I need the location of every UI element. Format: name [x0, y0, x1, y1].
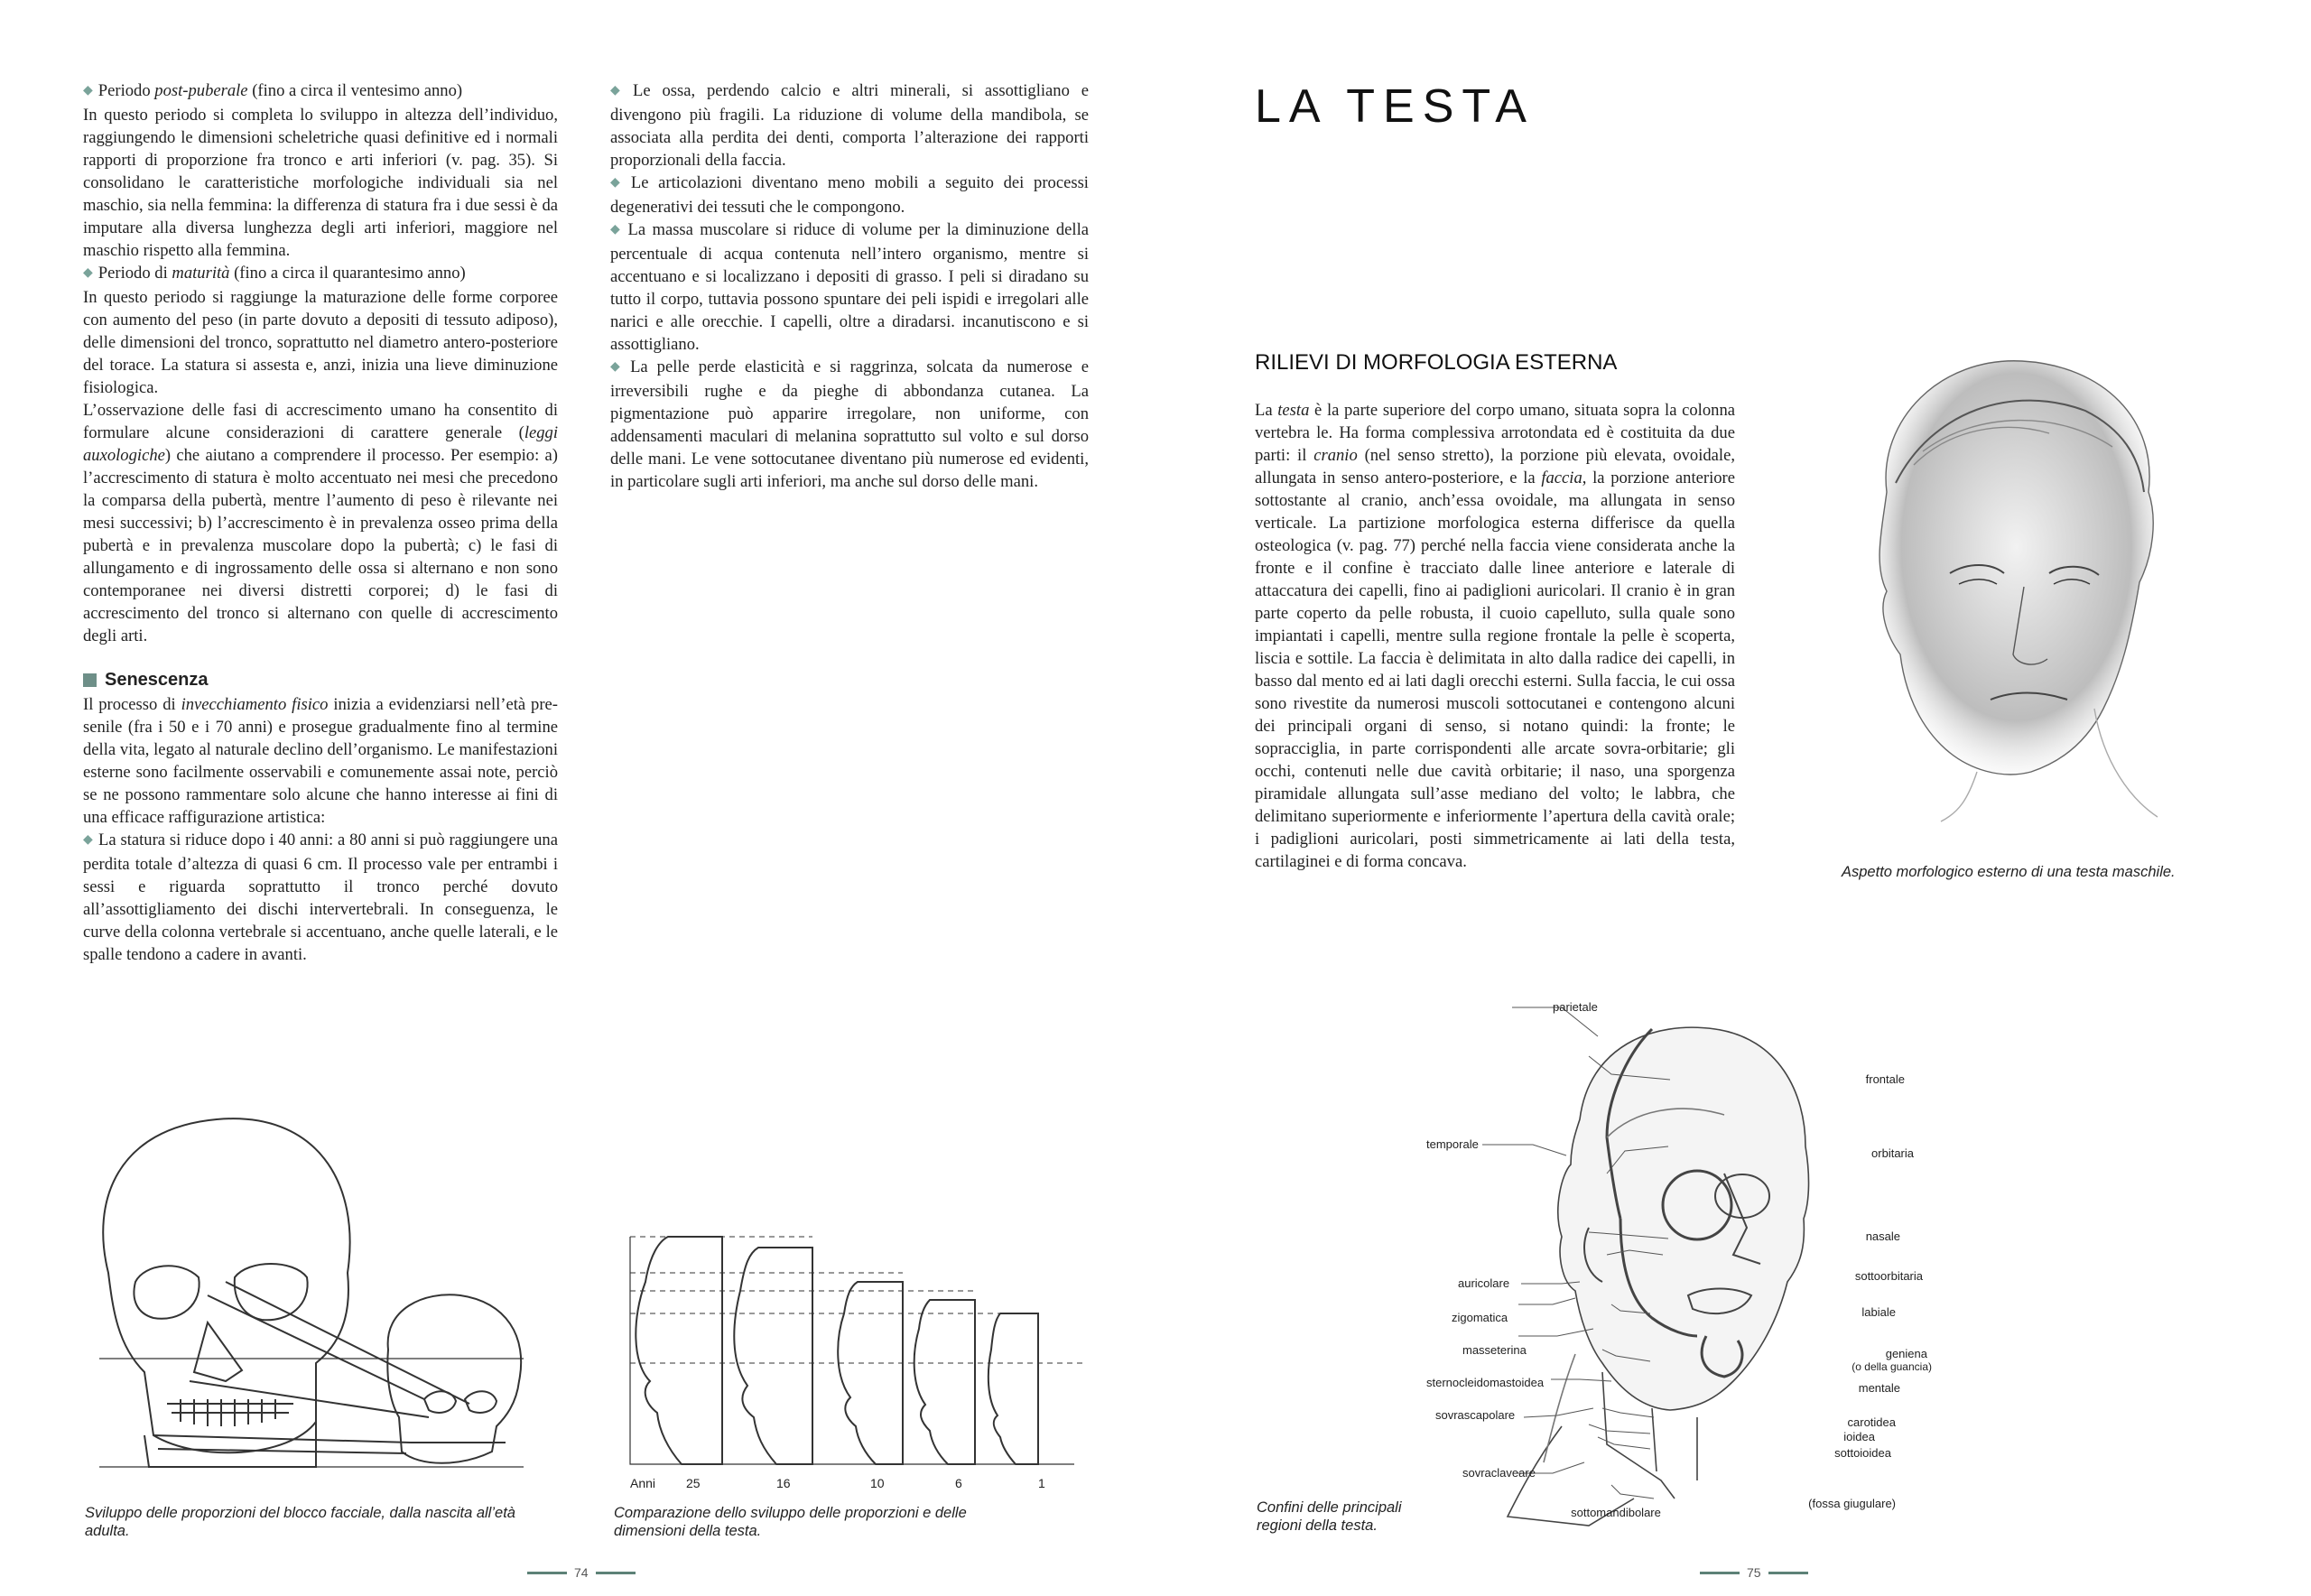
label-sternocleidomastoidea: sternocleidomastoidea: [1426, 1376, 1545, 1389]
bullet-massa-muscolare: ◆ La massa muscolare si riduce di volume per la diminuzione della percentuale di acqua contenuta nell’intero organismo, mentre si accentuano e si localizzano i depositi di grasso. I peli si diradano su tutto il corpo, tuttavia possono spuntare dei peli ispidi e irregolari alle narici e alle orecchie. I capelli, oltre a diradarsi. incanutiscono e si assottigliano.: [610, 220, 1089, 354]
label-ioidea: ioidea: [1843, 1430, 1875, 1443]
label-sottomandibolare: sottomandibolare: [1571, 1506, 1661, 1519]
bullet-articolazioni: ◆ Le articolazioni diventano meno mobili a seguito dei processi degenerativi dei tessuti che le compongono.: [610, 173, 1089, 217]
paragraph: Il processo di invecchiamento fisico inizia a evidenziarsi nell’età pre-senile (fra i 50 e i 70 anni) e prosegue gradualmente fino al termine della vita, legato al naturale declino dell’organismo. Le manifestazioni esterne sono facilmente osservabili e comunemente assai note, perciò se ne possono rammentare solo alcune che hanno interesse ai fini di una efficace raffigurazione artistica:: [83, 695, 558, 827]
page-number-rule: [596, 1572, 636, 1574]
page-title: LA TESTA: [1255, 80, 1535, 133]
label-sottoorbitaria: sottoorbitaria: [1854, 1269, 1923, 1283]
label-labiale: labiale: [1861, 1305, 1896, 1319]
section-square-icon: [83, 673, 97, 687]
axis-label-anni: Anni: [630, 1476, 656, 1490]
head-regions-figure: [1426, 993, 1932, 1535]
bullet-dot-icon: ◆: [610, 84, 627, 97]
bullet-statura: ◆ La statura si riduce dopo i 40 anni: a 80 anni si può raggiungere una perdita totale d’altezza di quasi 6 cm. Il processo vale per entrambi i sessi e riguarda soprattutto il tronco perché dovuto all’assottigliamento dei dischi intervertebrali. In conseguenza, le curve della colonna vertebrale si accentuano, anche quelle laterali, e le spalle tendono a cadere in avanti.: [83, 830, 558, 964]
page-number-rule: [1768, 1572, 1808, 1574]
caption-regions: Confini delle principali regioni della testa.: [1257, 1499, 1402, 1534]
label-mentale: mentale: [1858, 1381, 1900, 1395]
page-number-rule: [527, 1572, 567, 1574]
label-parietale: parietale: [1553, 1000, 1598, 1014]
axis-tick: 25: [686, 1476, 701, 1490]
male-head-portrait: [1833, 348, 2212, 826]
caption-portrait: Aspetto morfologico esterno di una testa maschile.: [1842, 864, 2176, 880]
label-carotidea: carotidea: [1847, 1415, 1896, 1429]
bullet-dot-icon: ◆: [83, 266, 93, 280]
section-subtitle: RILIEVI DI MORFOLOGIA ESTERNA: [1255, 350, 1618, 375]
label-masseterina: masseterina: [1462, 1343, 1527, 1357]
label-frontale: frontale: [1865, 1072, 1905, 1086]
label-nasale: nasale: [1865, 1229, 1900, 1243]
label-sottoioidea: sottoioidea: [1834, 1446, 1891, 1460]
left-column-1: [83, 79, 558, 966]
bullet-post-puberale: ◆ Periodo post-puberale (fino a circa il ventesimo anno): [83, 81, 463, 100]
bullet-dot-icon: ◆: [610, 223, 623, 237]
caption-profiles: Comparazione dello sviluppo delle proporzioni e delle dimensioni della testa.: [614, 1505, 967, 1539]
bullet-dot-icon: ◆: [83, 833, 93, 847]
axis-tick: 16: [776, 1476, 791, 1490]
bullet-ossa: ◆ Le ossa, perdendo calcio e altri minerali, si assottigliano e divengono più fragili. La riduzione di volume della mandibola, se associata alla perdita dei denti, comporta l’alterazione dei rapporti proporzionali della faccia.: [610, 81, 1089, 170]
label-geniena-2: (o della guancia): [1852, 1360, 1932, 1373]
page-number-left: 74: [527, 1565, 636, 1580]
paragraph: In questo periodo si raggiunge la maturazione delle forme corporee con aumento del peso (in parte dovuto a depositi di tessuto adiposo), delle dimensioni del tronco, soprattutto nel diametro antero-posteriore del torace. La statura si assesta e, anzi, inizia una lieve diminuzione fisiologica.: [83, 288, 558, 397]
left-column-2: [610, 79, 1089, 493]
label-orbitaria: orbitaria: [1871, 1146, 1914, 1160]
skull-proportions-figure: [81, 1110, 533, 1480]
paragraph: In questo periodo si completa lo sviluppo in altezza dell’individuo, raggiungendo le dimensioni scheletriche quasi definitive ed i normali rapporti di proporzione fra tronco e arti inferiori (v. pag. 35). Si consolidano le caratteristiche morfologiche individuali sia nel maschio, sia nella femmina: la differenza di statura fra i due sessi è da imputare alla diversa lunghezza degli arti inferiori, maggiore nel maschio rispetto alla femmina.: [83, 106, 558, 260]
section-heading-senescenza: Senescenza: [83, 669, 558, 691]
label-geniena: geniena: [1885, 1347, 1927, 1360]
bullet-dot-icon: ◆: [610, 176, 626, 190]
label-sovraclaveare: sovraclaveare: [1462, 1466, 1536, 1480]
label-auricolare: auricolare: [1458, 1276, 1510, 1290]
axis-tick: 1: [1038, 1476, 1045, 1490]
label-sovrascapolare: sovrascapolare: [1435, 1408, 1516, 1422]
label-fossa-giugulare: (fossa giugulare): [1808, 1497, 1896, 1510]
bullet-maturita: ◆ Periodo di maturità (fino a circa il quarantesimo anno): [83, 264, 466, 283]
bullet-dot-icon: ◆: [83, 84, 93, 97]
paragraph: La testa è la parte superiore del corpo umano, situata sopra la colonna vertebra le. Ha forma complessiva arrotondata ed è costituita da due parti: il cranio (nel senso stretto), la porzione più elevata, ovoidale, allungata in senso antero-posteriore, e la faccia, la porzione anteriore sottostante al cranio, anch’essa ovoidale, ma allungata in senso verticale. La partizione morfologica esterna differisce da quella osteologica (v. pag. 77) perché nella faccia viene considerata anche la fronte e il confine è tracciato dalle linee anteriore e laterale di attaccatura dei capelli, fino ai padiglioni auricolari. Il cranio è in gran parte coperto da pelle robusta, il cuoio capelluto, sulla quale sono impiantati i capelli, mentre sulla regione frontale la pelle è scoperta, liscia e sottile. La faccia è delimitata in alto dalla radice dei capelli, in basso dal mento ed ai lati dagli orecchi esterni. Sulla faccia, le cui ossa sono rivestite da numerosi muscoli sottocutanei e contengono alcuni dei principali organi di senso, si notano quindi: la fronte; le sopracciglia, in parte corrispondenti alle arcate sovra-orbitarie; gli occhi, contenuti nelle due cavità orbitarie; il naso, una sporgenza piramidale allungata sull’asse mediano del volto; le labbra, che delimitano superiormente e inferiormente l’apertura della cavità orale; i padiglioni auricolari, posti simmetricamente ai lati della testa, cartilaginei e di forma concava.: [1255, 401, 1735, 871]
head-profiles-figure: [614, 1228, 1083, 1499]
page-number-rule: [1700, 1572, 1740, 1574]
paragraph: L’osservazione delle fasi di accrescimento umano ha consentito di formulare alcune considerazioni di carattere generale (leggi auxologiche) che aiutano a comprendere il processo. Per esempio: a) l’accrescimento di statura è molto accentuato nei mesi che precedono la comparsa della pubertà, mentre l’aumento di peso è rilevante nei mesi successivi; b) l’accrescimento è in prevalenza osseo prima della pubertà e in prevalenza muscolare dopo la pubertà; c) le fasi di allungamento e di ingrossamento delle ossa si alternano e non sono contemporanee nei diversi distretti corporei; d) le fasi di accrescimento del tronco si alternano con quelle di accrescimento degli arti.: [83, 401, 558, 645]
axis-tick: 6: [955, 1476, 962, 1490]
label-zigomatica: zigomatica: [1452, 1311, 1508, 1324]
bullet-dot-icon: ◆: [610, 360, 626, 374]
label-temporale: temporale: [1426, 1137, 1479, 1151]
bullet-pelle: ◆ La pelle perde elasticità e si raggrinza, solcata da numerose e irreversibili rughe e da pieghe di abbondanza cutanea. La pigmentazione può apparire irregolare, non uniforme, con addensamenti maculari di melanina soprattutto sul volto e sul dorso delle mani. Le vene sottocutanee diventano più numerose ed evidenti, in particolare sugli arti inferiori, ma anche sul dorso delle mani.: [610, 357, 1089, 491]
page-number-right: 75: [1700, 1565, 1808, 1580]
caption-skull: Sviluppo delle proporzioni del blocco facciale, dalla nascita all’età adulta.: [85, 1505, 515, 1539]
axis-tick: 10: [870, 1476, 885, 1490]
right-column-text: [1255, 399, 1735, 873]
